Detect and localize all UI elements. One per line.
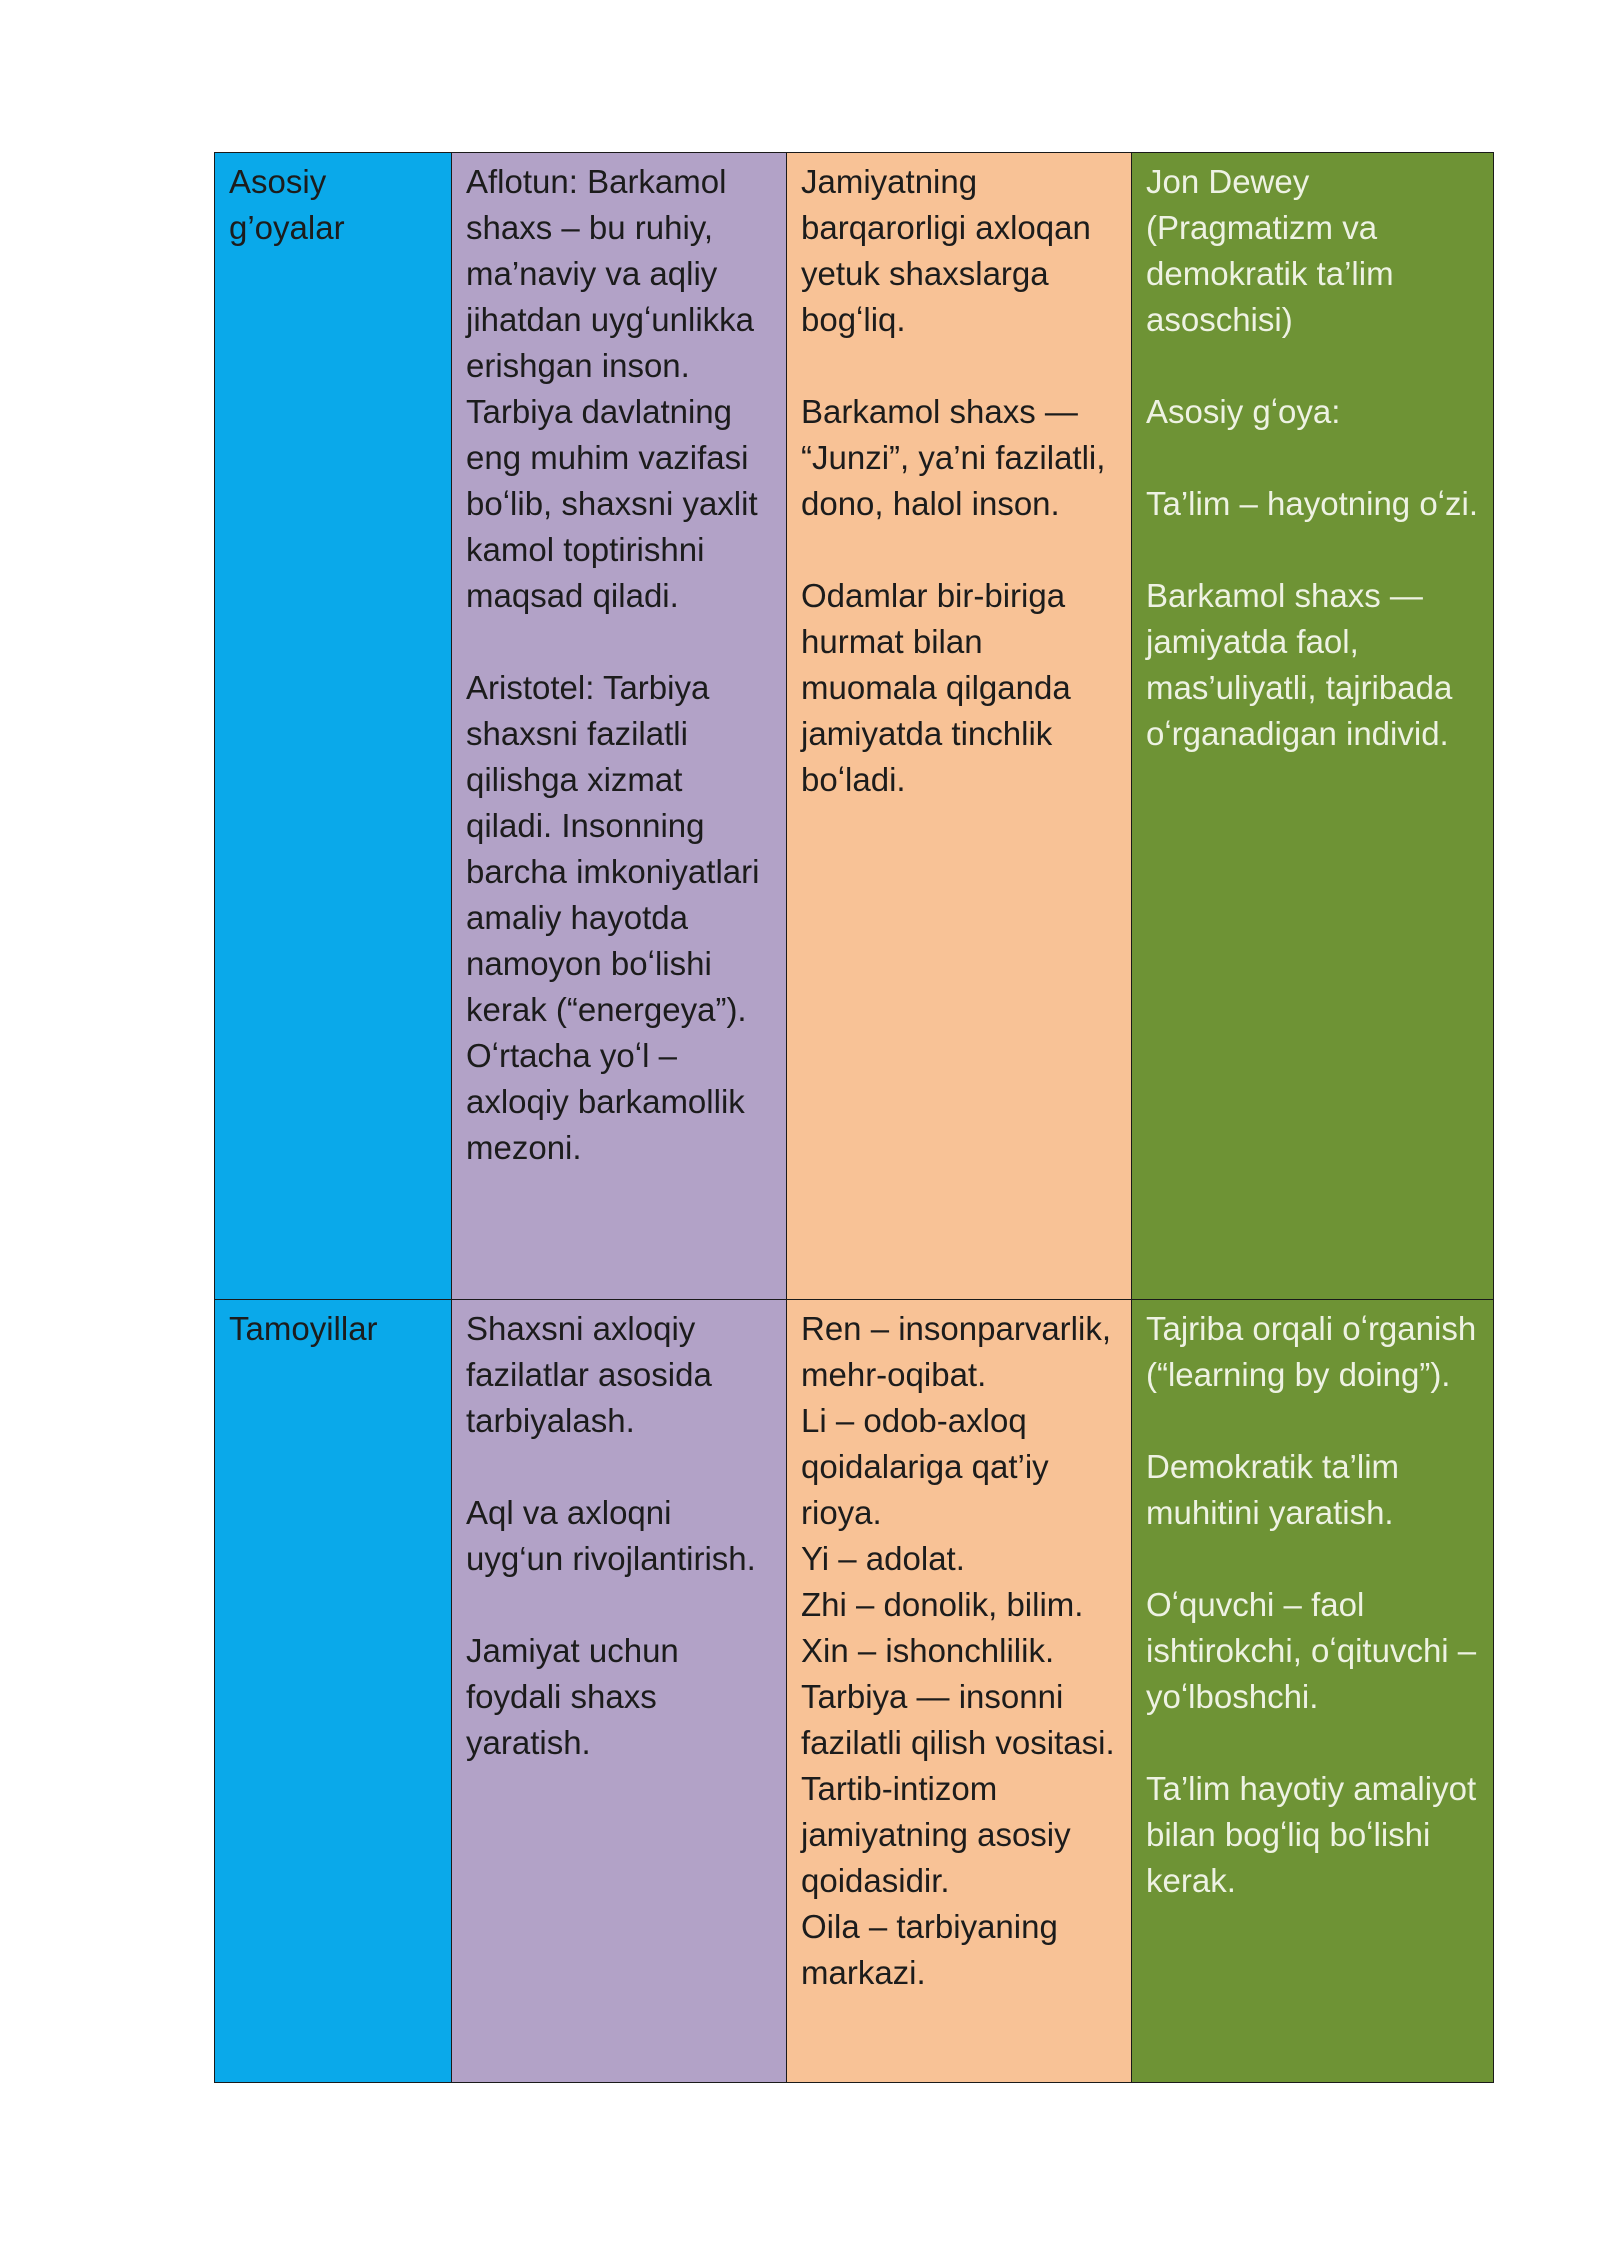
table-cell: Jon Dewey (Pragmatizm va demokratik ta’lim asoschisi) Asosiy gʻoya: Ta’lim – hayotning oʻzi. Barkamol shaxs — jamiyatda faol, mas’uliyatli, tajribada oʻrganadigan individ.	[1132, 153, 1494, 1300]
row-header-tamoyillar: Tamoyillar	[215, 1300, 452, 2083]
table-cell: Shaxsni axloqiy fazilatlar asosida tarbiyalash. Aql va axloqni uyg‘un rivojlantirish. Jamiyat uchun foydali shaxs yaratish.	[452, 1300, 787, 2083]
table-cell: Ren – insonparvarlik, mehr-oqibat. Li – odob-axloq qoidalariga qat’iy rioya. Yi – adolat. Zhi – donolik, bilim. Xin – ishonchlilik. Tarbiya — insonni fazilatli qilish vositasi. Tartib-intizom jamiyatning asosiy qoidasidir. Oila – tarbiyaning markazi.	[787, 1300, 1132, 2083]
table-cell: Tajriba orqali oʻrganish (“learning by doing”). Demokratik ta’lim muhitini yaratish. Oʻquvchi – faol ishtirokchi, oʻqituvchi – yoʻlboshchi. Ta’lim hayotiy amaliyot bilan bogʻliq boʻlishi kerak.	[1132, 1300, 1494, 2083]
table-cell: Aflotun: Barkamol shaxs – bu ruhiy, ma’naviy va aqliy jihatdan uygʻunlikka erishgan inson. Tarbiya davlatning eng muhim vazifasi boʻlib, shaxsni yaxlit kamol toptirishni maqsad qiladi. Aristotel: Tarbiya shaxsni fazilatli qilishga xizmat qiladi. Insonning barcha imkoniyatlari amaliy hayotda namoyon boʻlishi kerak (“energeya”). Oʻrtacha yoʻl – axloqiy barkamollik mezoni.	[452, 153, 787, 1300]
table-row	[215, 1300, 1494, 2083]
table-row	[215, 153, 1494, 1300]
comparison-table	[214, 152, 1494, 2083]
table-cell: Jamiyatning barqarorligi axloqan yetuk shaxslarga bogʻliq. Barkamol shaxs — “Junzi”, ya’ni fazilatli, dono, halol inson. Odamlar bir-biriga hurmat bilan muomala qilganda jamiyatda tinchlik boʻladi.	[787, 153, 1132, 1300]
row-header-asosiy-goyalar: Asosiy g’oyalar	[215, 153, 452, 1300]
